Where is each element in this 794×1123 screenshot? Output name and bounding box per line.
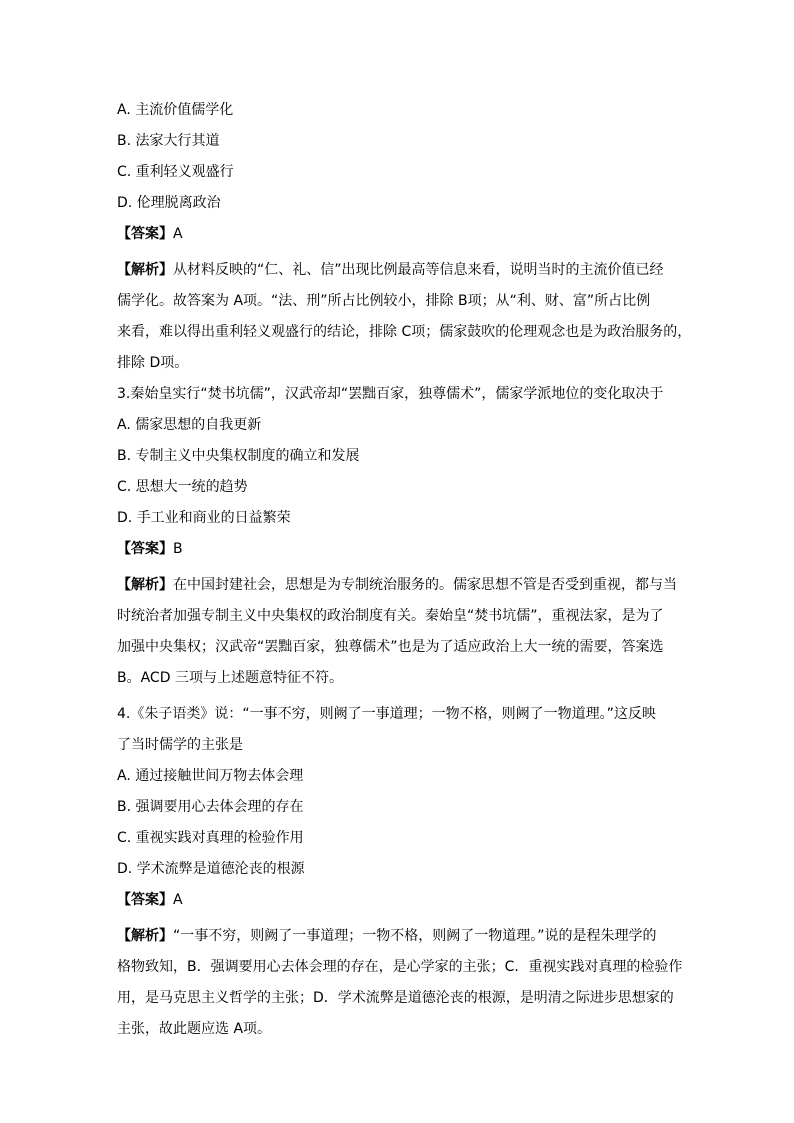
q4-analysis-line-1 [117,921,682,952]
q2-answer [117,224,682,244]
q3-answer [117,539,682,559]
q2-answer-label: 【答案】 [117,226,173,242]
q2-analysis [117,255,692,379]
q2-analysis-line-2: 儒学化。故答案为 A项。“法、刑”所占比例较小，排除 B项；从“利、财、富”所占比例 [117,293,651,309]
q4-answer [117,890,682,910]
q4-option-b: B. 强调要用心去体会理的存在 [117,799,304,815]
q2-analysis-line-4: 排除 D项。 [117,355,189,371]
q4-analysis-label: 【解析】 [117,928,173,944]
q4-analysis-line-3: 用，是马克思主义哲学的主张；D．学术流弊是道德沦丧的根源，是明清之际进步思想家的 [117,990,674,1006]
q3-analysis-text-1: 在中国封建社会，思想是为专制统治服务的。儒家思想不管是否受到重视，都与当 [173,577,677,593]
q4-analysis-line-2: 格物致知，B．强调要用心去体会理的存在，是心学家的主张；C．重视实践对真理的检验作 [117,959,683,975]
q4-analysis-line-4: 主张，故此题应选 A项。 [117,1021,272,1037]
q3-analysis-label: 【解析】 [117,577,173,593]
q2-option-c: C. 重利轻义观盛行 [117,164,234,180]
q4-option-c: C. 重视实践对真理的检验作用 [117,830,304,846]
q4-analysis-text-1: “一事不穷，则阙了一事道理；一物不格，则阙了一物道理。”说的是程朱理学的 [173,928,657,944]
q4-option-d: D. 学术流弊是道德沦丧的根源 [117,861,305,877]
q4-option-a: A. 通过接触世间万物去体会理 [117,768,304,784]
q2-analysis-label: 【解析】 [117,262,173,278]
q2-answer-value: A [173,226,183,242]
q3-analysis-line-3: 加强中央集权；汉武帝“罢黜百家，独尊儒术”也是为了适应政治上大一统的需要，答案选 [117,639,664,655]
q2-analysis-text-1: 从材料反映的“仁、礼、信”出现比例最高等信息来看，说明当时的主流价值已经 [173,262,664,278]
q4-stem [117,699,682,761]
q3-option-d: D. 手工业和商业的日益繁荣 [117,510,291,526]
q3-analysis [117,570,682,694]
q4-analysis [117,921,682,1045]
q2-option-d: D. 伦理脱离政治 [117,195,221,211]
document-page [117,100,692,1050]
q4-answer-label: 【答案】 [117,892,173,908]
q3-analysis-line-1 [117,570,682,601]
q3-option-c: C. 思想大一统的趋势 [117,479,248,495]
q3-option-b: B. 专制主义中央集权制度的确立和发展 [117,448,360,464]
q3-analysis-line-2: 时统治者加强专制主义中央集权的政治制度有关。秦始皇“焚书坑儒”，重视法家，是为了 [117,608,664,624]
q2-option-a: A. 主流价值儒学化 [117,102,234,118]
q3-option-a: A. 儒家思想的自我更新 [117,417,262,433]
q2-option-b: B. 法家大行其道 [117,133,220,149]
q3-answer-value: B [173,541,183,557]
q2-analysis-line-3: 来看，难以得出重利轻义观盛行的结论，排除 C项；儒家鼓吹的伦理观念也是为政治服务的， [117,324,692,340]
q4-stem-line-2: 了当时儒学的主张是 [117,737,243,753]
q3-analysis-line-4: B。ACD 三项与上述题意特征不符。 [117,670,343,686]
q4-stem-line-1: 4.《朱子语类》说：“一事不穷，则阙了一事道理；一物不格，则阙了一物道理。”这反映 [117,706,656,722]
q2-analysis-line-1 [117,255,682,286]
q3-stem: 3.秦始皇实行“焚书坑儒”，汉武帝却“罢黜百家，独尊儒术”，儒家学派地位的变化取决于 [117,386,664,402]
q4-answer-value: A [173,892,183,908]
q3-answer-label: 【答案】 [117,541,173,557]
